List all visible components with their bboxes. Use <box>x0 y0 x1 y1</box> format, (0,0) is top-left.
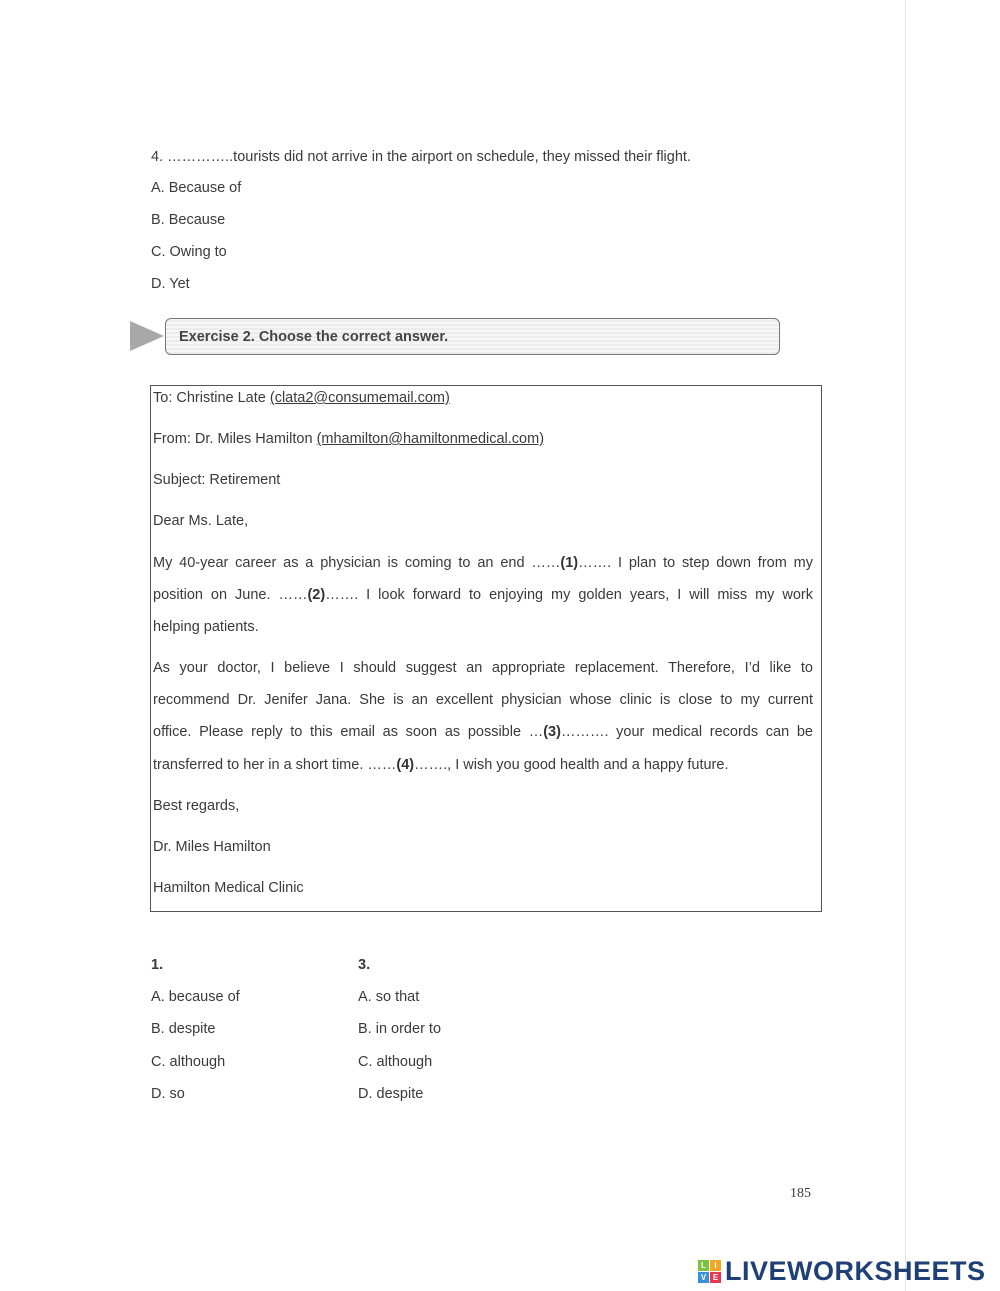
answer-1-option-b: B. despite <box>151 1021 216 1037</box>
from-label: From: Dr. Miles Hamilton <box>153 431 317 447</box>
q4-option-d: D. Yet <box>151 276 190 292</box>
logo-text: LIVEWORKSHEETS <box>725 1256 986 1286</box>
email-body-line <box>153 587 813 603</box>
answer-3-option-a: A. so that <box>358 989 420 1005</box>
exercise-header <box>165 318 780 355</box>
email-body-line <box>153 757 813 773</box>
question-4-stem: 4. …………..tourists did not arrive in the airport on schedule, they missed their flight. <box>151 149 691 165</box>
body-text: recommend Dr. Jenifer Jana. She is an excellent physician whose clinic is close to my current <box>153 692 813 708</box>
body-text: ……. I plan to step down from my <box>578 555 813 571</box>
body-text: office. Please reply to this email as soon as possible … <box>153 724 544 740</box>
q4-option-a: A. Because of <box>151 180 242 196</box>
email-greeting: Dear Ms. Late, <box>153 513 249 529</box>
arrow-icon <box>130 321 164 351</box>
email-box <box>150 385 822 912</box>
logo-tile: I <box>710 1260 721 1271</box>
answer-1-number: 1. <box>151 957 164 973</box>
signature-clinic: Hamilton Medical Clinic <box>153 880 304 896</box>
email-body-line <box>153 660 813 676</box>
blank-number: (1) <box>560 555 579 571</box>
body-text: As your doctor, I believe I should suggest an appropriate replacement. Therefore, I’d like to <box>153 660 813 676</box>
body-text: ………. your medical records can be <box>560 724 813 740</box>
answer-3-number: 3. <box>358 957 371 973</box>
signature-name: Dr. Miles Hamilton <box>153 839 271 855</box>
email-body-line <box>153 555 813 571</box>
logo-tiles-icon <box>698 1260 721 1283</box>
answer-1-option-d: D. so <box>151 1086 185 1102</box>
email-from <box>153 431 813 447</box>
email-body-line <box>153 692 813 708</box>
email-to <box>153 390 813 406</box>
blank-number: (3) <box>543 724 561 740</box>
logo-tile: E <box>710 1272 721 1283</box>
to-email: (clata2@consumemail.com) <box>269 390 450 406</box>
liveworksheets-logo <box>698 1256 986 1287</box>
body-text: ……., I wish you good health and a happy future. <box>414 757 729 773</box>
email-body-line <box>153 619 813 635</box>
from-email: (mhamilton@hamiltonmedical.com) <box>316 431 545 447</box>
answer-3-option-b: B. in order to <box>358 1021 442 1037</box>
page-edge <box>905 0 906 1291</box>
page-number: 185 <box>790 1186 811 1201</box>
body-text: ……. I look forward to enjoying my golden years, I will miss my work <box>325 587 813 603</box>
logo-tile: L <box>698 1260 709 1271</box>
answer-1-option-a: A. because of <box>151 989 240 1005</box>
blank-number: (2) <box>307 587 326 603</box>
logo-tile: V <box>698 1272 709 1283</box>
email-body-line <box>153 724 813 740</box>
to-label: To: Christine Late <box>153 390 270 406</box>
body-text: transferred to her in a short time. …… <box>153 757 397 773</box>
blank-number: (4) <box>396 757 415 773</box>
body-text: My 40-year career as a physician is coming to an end …… <box>153 555 561 571</box>
answer-3-option-d: D. despite <box>358 1086 424 1102</box>
body-text: position on June. …… <box>153 587 308 603</box>
answer-1-option-c: C. although <box>151 1054 226 1070</box>
answer-3-option-c: C. although <box>358 1054 433 1070</box>
q4-option-b: B. Because <box>151 212 226 228</box>
exercise-title: Exercise 2. Choose the correct answer. <box>179 329 449 345</box>
q4-option-c: C. Owing to <box>151 244 227 260</box>
body-text: helping patients. <box>153 619 259 635</box>
email-subject: Subject: Retirement <box>153 472 281 488</box>
email-closing: Best regards, <box>153 798 240 814</box>
